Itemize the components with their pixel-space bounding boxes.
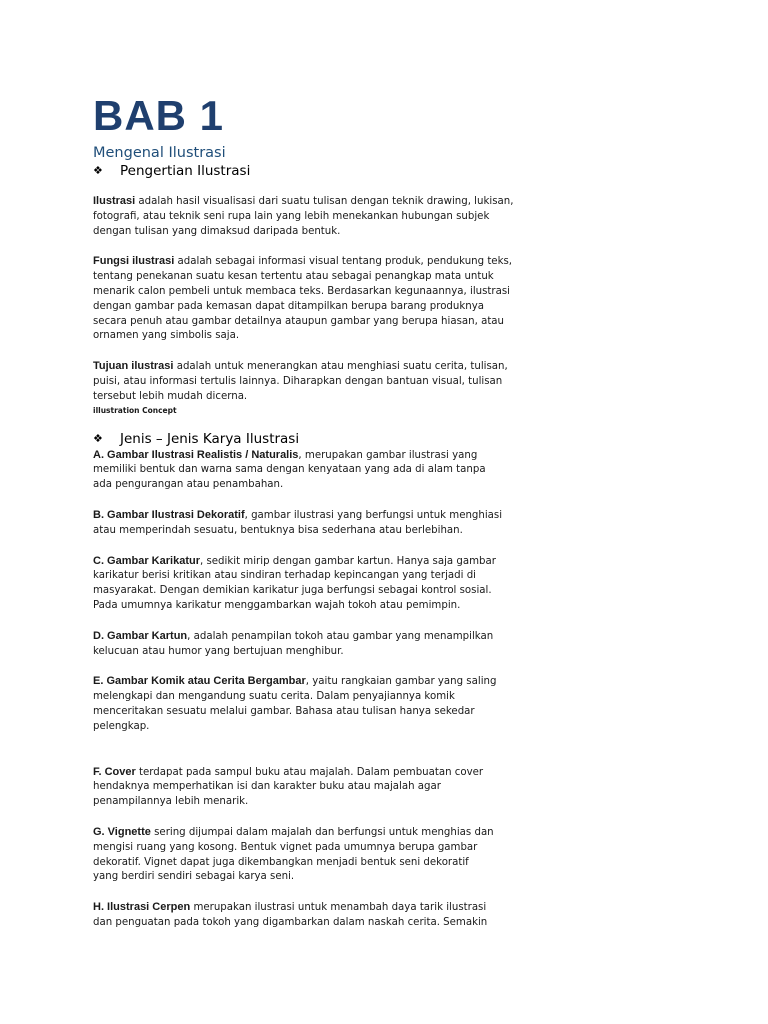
caption-text: illustration Concept <box>93 405 177 415</box>
item-b: B. Gambar Ilustrasi Dekoratif, gambar ilustrasi yang berfungsi untuk menghiasi atau memperindah sesuatu, bentuknya bisa sederhana atau berlebihan. <box>93 508 503 536</box>
chapter-title: BAB 1 <box>93 92 225 139</box>
term-bold: B. Gambar Ilustrasi Dekoratif <box>93 508 245 521</box>
term-bold: H. Ilustrasi Cerpen <box>93 901 191 914</box>
term-bold: E. Gambar Komik atau Cerita Bergambar <box>93 675 306 688</box>
item-h: H. Ilustrasi Cerpen merupakan ilustrasi untuk menambah daya tarik ilustrasi dan penguatan pada tokoh yang digambarkan dalam naskah cerita. Semakin <box>93 901 488 928</box>
section-heading-jenis <box>93 430 543 448</box>
item-f: F. Cover terdapat pada sampul buku atau majalah. Dalam pembuatan cover hendaknya memperhatikan isi dan karakter buku atau majalah agar penampilannya lebih menarik. <box>93 765 484 808</box>
paragraph-ilustrasi: Ilustrasi adalah hasil visualisasi dari suatu tulisan dengan teknik drawing, lukisan, fotografi, atau teknik seni rupa lain yang lebih menekankan hubungan subjek dengan tulisan yang dimaksud daripada bentuk. <box>93 195 514 237</box>
section-heading-label: Jenis – Jenis Karya Ilustrasi <box>120 430 300 447</box>
section-heading-label: Pengertian Ilustrasi <box>120 163 251 179</box>
term-bold: Tujuan ilustrasi <box>93 360 174 373</box>
item-d: D. Gambar Kartun, adalah penampilan tokoh atau gambar yang menampilkan kelucuan atau humor yang bertujuan menghibur. <box>93 629 494 657</box>
diamond-bullet-icon: ❖ <box>93 431 103 445</box>
term-bold: G. Vignette <box>93 825 151 838</box>
chapter-subtitle: Mengenal Ilustrasi <box>93 145 226 161</box>
document-page <box>93 92 543 931</box>
item-g: G. Vignette sering dijumpai dalam majalah dan berfungsi untuk menghias dan mengisi ruang yang kosong. Bentuk vignet pada umumnya berupa gambar dekoratif. Vignet dapat juga dikembangkan menjadi bentuk seni dekoratif yang berdiri sendiri sebagai karya seni. <box>93 825 494 883</box>
paragraph-fungsi: Fungsi ilustrasi adalah sebagai informasi visual tentang produk, pendukung teks, tentang penekanan suatu kesan tertentu atau sebagai penangkap mata untuk menarik calon pembeli untuk membaca teks. Berdasarkan kegunaannya, ilustrasi dengan gambar pada kemasan dapat ditampilkan berupa barang produknya secara penuh atau gambar detailnya ataupun gambar yang berupa hiasan, atau ornamen yang simbolis saja. <box>93 255 513 342</box>
item-c: C. Gambar Karikatur, sedikit mirip dengan gambar kartun. Hanya saja gambar karikatur berisi kritikan atau sindiran terhadap kepincangan yang terjadi di masyarakat. Dengan demikian karikatur juga berfungsi sebagai kontrol sosial. Pada umumnya karikatur menggambarkan wajah tokoh atau pemimpin. <box>93 554 496 611</box>
term-bold: Ilustrasi <box>93 195 136 207</box>
section-heading-pengertian <box>93 162 543 180</box>
term-bold: F. Cover <box>93 765 136 778</box>
term-bold: C. Gambar Karikatur <box>93 554 200 567</box>
term-bold: D. Gambar Kartun <box>93 629 188 642</box>
term-bold: A. Gambar Ilustrasi Realistis / Naturalis <box>93 448 299 461</box>
item-a: A. Gambar Ilustrasi Realistis / Naturalis, merupakan gambar ilustrasi yang memiliki bentuk dan warna sama dengan kenyataan yang ada di alam tanpa ada pengurangan atau penambahan. <box>93 448 486 491</box>
diamond-bullet-icon: ❖ <box>93 164 103 177</box>
paragraph-tujuan: Tujuan ilustrasi adalah untuk menerangkan atau menghiasi suatu cerita, tulisan, puisi, atau informasi tertulis lainnya. Diharapkan dengan bantuan visual, tulisan tersebut lebih mudah dicerna. <box>93 360 508 402</box>
term-bold: Fungsi ilustrasi <box>93 255 175 268</box>
item-e: E. Gambar Komik atau Cerita Bergambar, yaitu rangkaian gambar yang saling melengkapi dan mengandung suatu cerita. Dalam penyajiannya komik menceritakan sesuatu melalui gambar. Bahasa atau tulisan hanya sekedar pelengkap. <box>93 675 497 732</box>
